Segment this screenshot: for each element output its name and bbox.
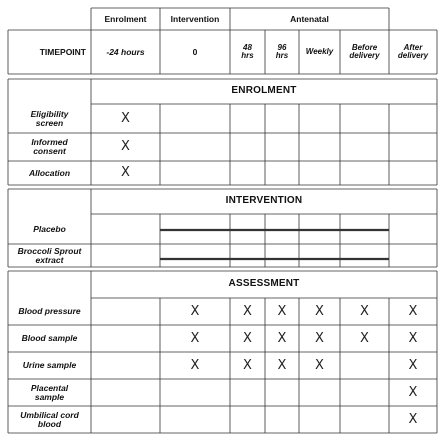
timepoint-label: TIMEPOINT (39, 46, 86, 57)
x-mark-urine-sample-col3: X (277, 357, 287, 373)
x-mark-placental-sample-col6: X (408, 384, 418, 400)
tp-weekly: Weekly (305, 46, 334, 56)
x-mark-urine-sample-col4: X (315, 357, 324, 373)
section-assessment: ASSESSMENT (228, 278, 300, 290)
header-antenatal: Antenatal (290, 13, 329, 24)
row-label-urine-sample: Urine sample (22, 360, 77, 371)
x-mark-urine-sample-col2: X (243, 357, 252, 373)
section-enrolment: ENROLMENT (231, 85, 297, 97)
x-mark-urine-sample-col6: X (408, 357, 418, 373)
row-label-blood-pressure: Blood pressure (18, 306, 81, 317)
x-mark-blood-pressure-col5: X (360, 303, 369, 319)
row-label-placebo: Placebo (33, 223, 66, 234)
x-mark-blood-sample-col6: X (408, 330, 418, 346)
x-mark-blood-sample-col3: X (277, 330, 287, 346)
row-label-placental-sample: Placental sample (30, 382, 69, 402)
x-mark-blood-sample-col4: X (315, 330, 324, 346)
row-label-umbilical-cord-blood: Umbilical cord blood (20, 409, 79, 429)
row-label-eligibility-screen: Eligibility screen (30, 108, 69, 128)
x-mark-blood-sample-col5: X (360, 330, 369, 346)
row-label-blood-sample: Blood sample (21, 333, 78, 344)
row-label-informed-consent: Informed consent (31, 137, 68, 156)
header-enrolment: Enrolment (104, 13, 147, 24)
x-mark-blood-pressure-col2: X (243, 303, 252, 319)
x-mark-urine-sample-col1: X (190, 357, 200, 373)
section-intervention: INTERVENTION (225, 195, 303, 207)
x-mark-informed-consent-col0: X (121, 139, 130, 155)
row-label-broccoli-sprout-extract: Broccoli Sprout extract (17, 246, 82, 265)
tp-minus-24-hours: -24 hours (106, 46, 145, 57)
header-intervention: Intervention (170, 13, 220, 24)
x-mark-blood-pressure-col1: X (190, 303, 200, 319)
x-mark-blood-pressure-col3: X (277, 303, 287, 319)
row-label-allocation: Allocation (28, 167, 71, 178)
tp-48-hrs: 48 hrs (241, 42, 254, 60)
x-mark-blood-pressure-col4: X (315, 303, 324, 319)
x-mark-blood-sample-col1: X (190, 330, 200, 346)
tp-96-hrs: 96 hrs (275, 42, 289, 60)
x-mark-umbilical-cord-col6: X (408, 411, 418, 427)
x-mark-blood-pressure-col6: X (408, 303, 418, 319)
tp-zero: 0 (192, 46, 198, 57)
tp-after-delivery: After delivery (397, 42, 429, 60)
x-mark-blood-sample-col2: X (243, 330, 252, 346)
x-mark-eligibility-col0: X (121, 110, 130, 126)
x-mark-allocation-col0: X (121, 165, 130, 181)
tp-before-delivery: Before delivery (349, 42, 380, 60)
